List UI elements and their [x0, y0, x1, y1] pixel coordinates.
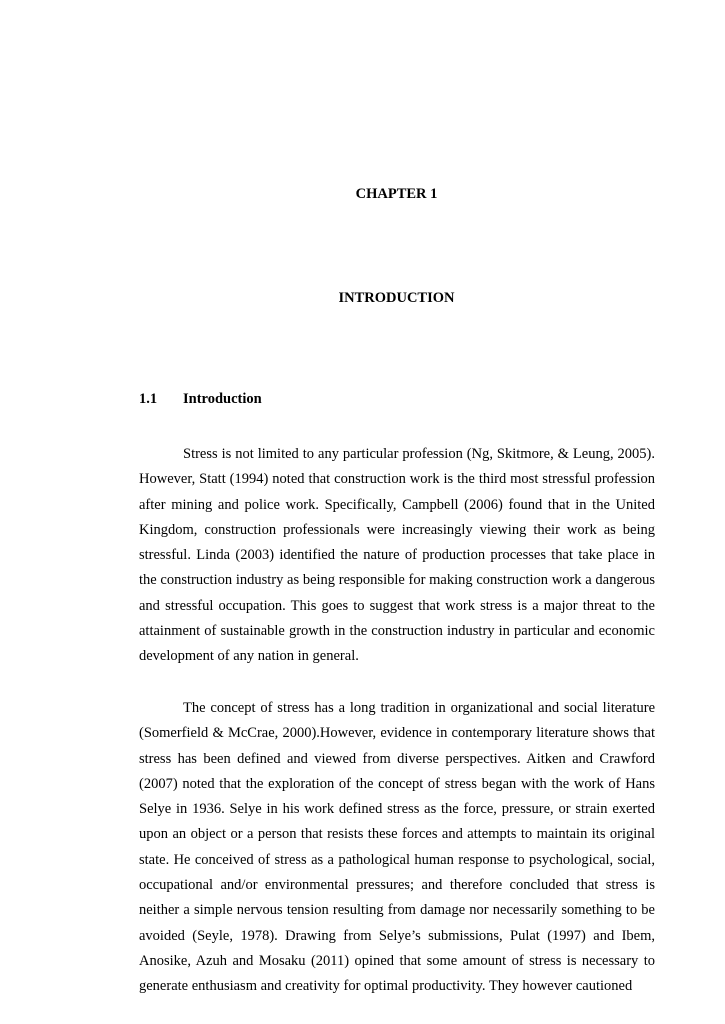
section-heading	[139, 391, 262, 408]
section-title: Introduction	[183, 391, 262, 407]
chapter-title: INTRODUCTION	[338, 290, 455, 306]
section-number: 1.1	[139, 391, 158, 407]
body-paragraph: Stress is not limited to any particular profession (Ng, Skitmore, & Leung, 2005). However, Statt (1994) noted that construction work is the third most stressful profession after mining and police work. Specifically, Campbell (2006) found that in the United Kingdom, construction professionals were increasingly viewing their work as being stressful. Linda (2003) identified the nature of production processes that take place in the construction industry as being responsible for making construction work a dangerous and stressful occupation. This goes to suggest that work stress is a major threat to the attainment of sustainable growth in the construction industry in particular and economic development of any nation in general.	[139, 446, 655, 665]
chapter-label: CHAPTER 1	[355, 186, 438, 202]
body-paragraph: The concept of stress has a long tradition in organizational and social literature (Somerfield & McCrae, 2000).However, evidence in contemporary literature shows that stress has been defined and viewed from diverse perspectives. Aitken and Crawford (2007) noted that the exploration of the concept of stress began with the work of Hans Selye in 1936. Selye in his work defined stress as the force, pressure, or strain exerted upon an object or a person that resists these forces and attempts to maintain its original state. He conceived of stress as a pathological human response to psychological, social, occupational and/or environmental pressures; and therefore concluded that stress is neither a simple nervous tension resulting from damage nor necessarily something to be avoided (Seyle, 1978). Drawing from Selye’s submissions, Pulat (1997) and Ibem, Anosike, Azuh and Mosaku (2011) opined that some amount of stress is necessary to generate enthusiasm and creativity for optimal productivity. They however cautioned	[139, 700, 655, 995]
